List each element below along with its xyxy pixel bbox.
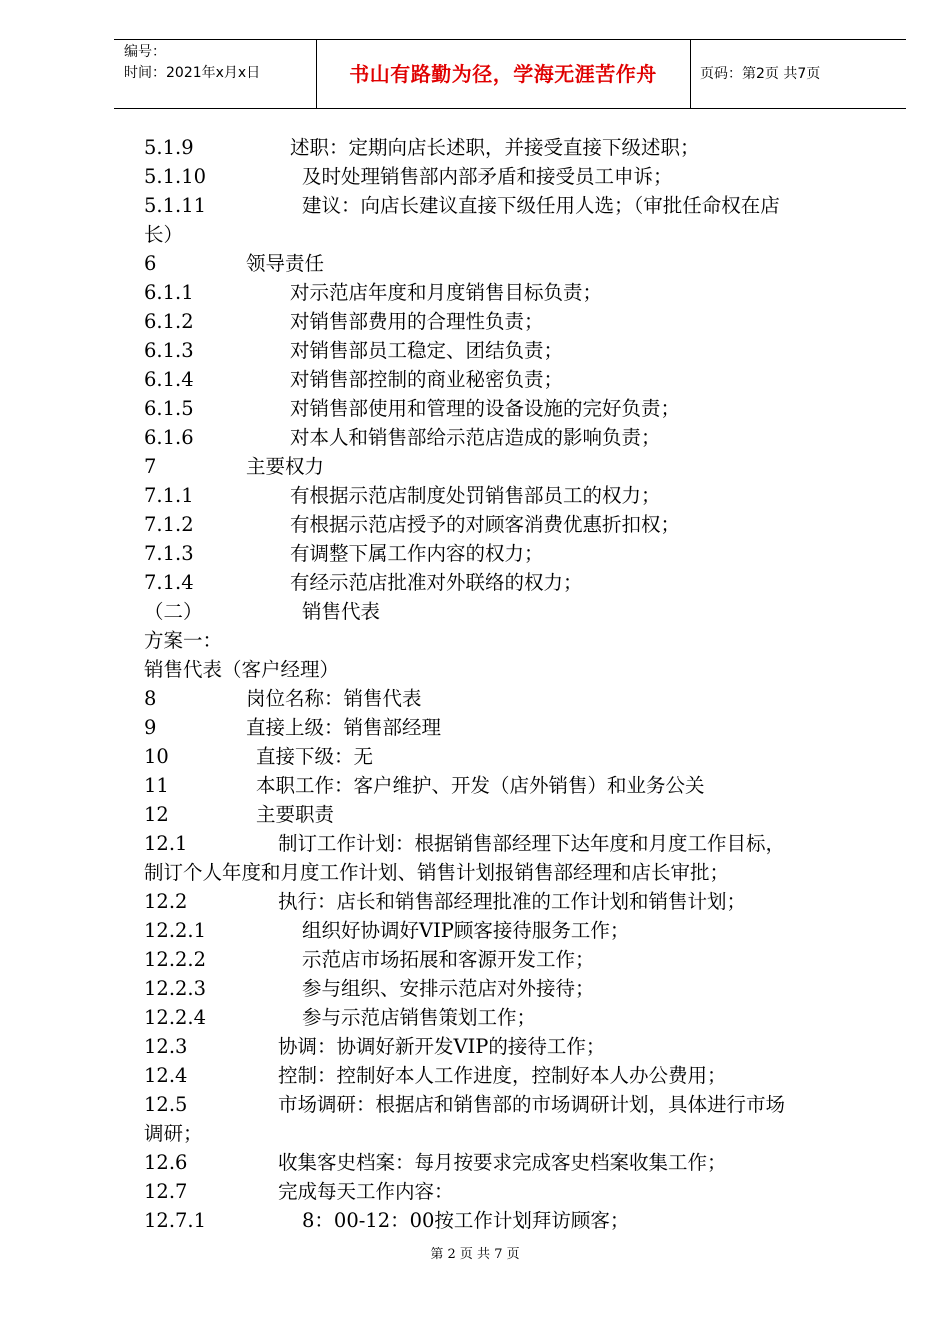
line-continuation: 长） — [144, 223, 184, 246]
line-text: 直接上级：销售部经理 — [246, 716, 442, 739]
line-text: 参与示范店销售策划工作； — [302, 1006, 537, 1029]
line-number: 6.1.6 — [144, 426, 194, 449]
line-continuation: 制订个人年度和月度工作计划、销售计划报销售部经理和店长审批； — [144, 861, 730, 884]
doc-number-label: 编号： — [124, 44, 166, 60]
document-line — [144, 1061, 864, 1090]
line-text: 收集客史档案：每月按要求完成客史档案收集工作； — [278, 1151, 727, 1174]
line-text: 本职工作：客户维护、开发（店外销售）和业务公关 — [256, 774, 705, 797]
line-text: 有调整下属工作内容的权力； — [290, 542, 544, 565]
line-text: 组织好协调好VIP顾客接待服务工作； — [302, 919, 630, 942]
document-body — [144, 133, 864, 1235]
line-number: 12.2 — [144, 890, 188, 913]
line-number: 12.1 — [144, 832, 188, 855]
line-number: 6.1.5 — [144, 397, 194, 420]
document-line — [144, 394, 864, 423]
line-text: 述职：定期向店长述职，并接受直接下级述职； — [290, 136, 700, 159]
line-number: 7 — [144, 455, 157, 478]
line-text: 有根据示范店授予的对顾客消费优惠折扣权； — [290, 513, 681, 536]
line-number: 销售代表（客户经理） — [144, 658, 340, 681]
document-line — [144, 945, 864, 974]
line-number: 12.7.1 — [144, 1209, 207, 1232]
document-line — [144, 481, 864, 510]
document-line — [144, 249, 864, 278]
document-line — [144, 829, 864, 858]
document-line — [144, 771, 864, 800]
line-number: 5.1.10 — [144, 165, 207, 188]
document-line — [144, 974, 864, 1003]
header-page-info: 页码：第2页 共7页 — [700, 66, 821, 82]
line-text: 对销售部控制的商业秘密负责； — [290, 368, 564, 391]
line-text: 有根据示范店制度处罚销售部员工的权力； — [290, 484, 661, 507]
line-number: 12.2.1 — [144, 919, 207, 942]
document-line — [144, 452, 864, 481]
line-number: 12 — [144, 803, 169, 826]
line-text: 市场调研：根据店和销售部的市场调研计划，具体进行市场 — [278, 1093, 786, 1116]
line-text: 对销售部使用和管理的设备设施的完好负责； — [290, 397, 681, 420]
line-text: 对示范店年度和月度销售目标负责； — [290, 281, 603, 304]
header-meta — [124, 42, 260, 84]
document-line — [144, 597, 864, 626]
line-number: 12.3 — [144, 1035, 188, 1058]
document-line — [144, 626, 864, 655]
document-line — [144, 887, 864, 916]
line-number: 12.6 — [144, 1151, 188, 1174]
document-line — [144, 1148, 864, 1177]
line-number: 7.1.2 — [144, 513, 194, 536]
line-number: 5.1.9 — [144, 136, 194, 159]
line-text: 完成每天工作内容： — [278, 1180, 454, 1203]
line-number: 5.1.11 — [144, 194, 207, 217]
line-number: 6.1.1 — [144, 281, 194, 304]
line-text: 对销售部员工稳定、团结负责； — [290, 339, 564, 362]
document-line — [144, 307, 864, 336]
line-text: 控制：控制好本人工作进度，控制好本人办公费用； — [278, 1064, 727, 1087]
line-text: 领导责任 — [246, 252, 325, 275]
document-line — [144, 655, 864, 684]
line-text: 建议：向店长建议直接下级任用人选；（审批任命权在店 — [302, 194, 780, 217]
line-text: 参与组织、安排示范店对外接待； — [302, 977, 595, 1000]
line-text: 执行：店长和销售部经理批准的工作计划和销售计划； — [278, 890, 747, 913]
line-number: （二） — [144, 600, 203, 623]
line-number: 12.5 — [144, 1093, 188, 1116]
line-number: 7.1.4 — [144, 571, 194, 594]
line-text: 8：00-12：00按工作计划拜访顾客； — [302, 1209, 630, 1232]
line-text: 示范店市场拓展和客源开发工作； — [302, 948, 595, 971]
document-line — [144, 510, 864, 539]
document-line — [144, 423, 864, 452]
line-number: 7.1.3 — [144, 542, 194, 565]
page-footer: 第 2 页 共 7 页 — [430, 1247, 520, 1262]
line-number: 11 — [144, 774, 169, 797]
header-motto: 书山有路勤为径，学海无涯苦作舟 — [349, 62, 657, 86]
page-header — [114, 39, 906, 109]
document-line — [144, 133, 864, 162]
document-line — [144, 162, 864, 191]
document-line — [144, 916, 864, 945]
line-text: 对销售部费用的合理性负责； — [290, 310, 544, 333]
document-line — [144, 1003, 864, 1032]
line-number: 12.2.2 — [144, 948, 207, 971]
document-line — [144, 1177, 864, 1206]
document-line — [144, 1090, 864, 1119]
line-text: 销售代表 — [302, 600, 381, 623]
header-divider — [690, 40, 691, 108]
document-line — [144, 1032, 864, 1061]
line-text: 主要职责 — [256, 803, 335, 826]
line-text: 制订工作计划：根据销售部经理下达年度和月度工作目标， — [278, 832, 786, 855]
line-number: 6.1.4 — [144, 368, 194, 391]
document-line — [144, 336, 864, 365]
line-number: 9 — [144, 716, 157, 739]
document-line — [144, 191, 864, 220]
line-text: 有经示范店批准对外联络的权力； — [290, 571, 583, 594]
document-line — [144, 278, 864, 307]
line-number: 12.2.4 — [144, 1006, 207, 1029]
document-line — [144, 800, 864, 829]
line-number: 6.1.3 — [144, 339, 194, 362]
line-number: 12.7 — [144, 1180, 188, 1203]
line-number: 7.1.1 — [144, 484, 194, 507]
document-line — [144, 539, 864, 568]
line-text: 直接下级：无 — [256, 745, 374, 768]
document-line — [144, 684, 864, 713]
line-text: 岗位名称：销售代表 — [246, 687, 422, 710]
line-text: 主要权力 — [246, 455, 325, 478]
document-line — [144, 713, 864, 742]
doc-time-label: 时间：2021年x月x日 — [124, 65, 261, 81]
line-text: 对本人和销售部给示范店造成的影响负责； — [290, 426, 661, 449]
document-line — [144, 365, 864, 394]
document-line — [144, 742, 864, 771]
document-line — [144, 568, 864, 597]
line-number: 6.1.2 — [144, 310, 194, 333]
line-number: 12.4 — [144, 1064, 188, 1087]
line-text: 协调：协调好新开发VIP的接待工作； — [278, 1035, 606, 1058]
line-number: 10 — [144, 745, 169, 768]
line-number: 8 — [144, 687, 157, 710]
line-number: 6 — [144, 252, 157, 275]
document-line — [144, 1206, 864, 1235]
line-continuation: 调研； — [144, 1122, 203, 1145]
line-text: 及时处理销售部内部矛盾和接受员工申诉； — [302, 165, 673, 188]
line-number: 方案一： — [144, 629, 223, 652]
line-number: 12.2.3 — [144, 977, 207, 1000]
